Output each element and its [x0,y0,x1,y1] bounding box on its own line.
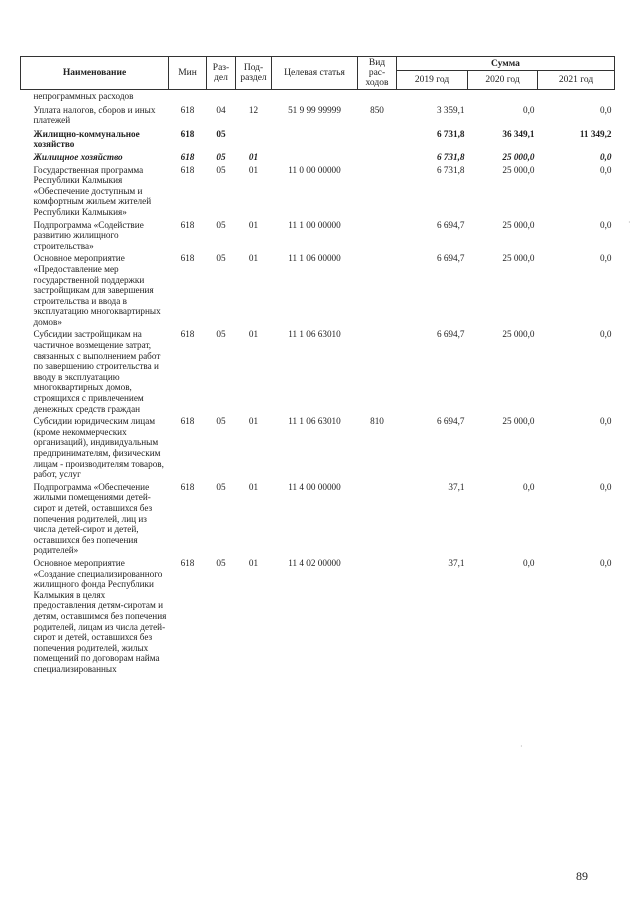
cell-razdel: 05 [216,219,226,230]
cell-name: Государственная программа Республики Калмыкия «Обеспечение доступным и комфортным жильем жителей Республики Калмыкия» [33,164,152,217]
cell-2019: 6 731,8 [436,164,465,175]
cell-target: 11 1 00 00000 [288,219,341,230]
header-2021: 2021 год [538,71,615,90]
cell-2019: 37,1 [448,557,465,568]
table-header [21,57,615,90]
cell-name: Подпрограмма «Обеспечение жилыми помещениями детей-сирот и детей, оставшихся без попечения родителей, лиц из числа детей-сирот и детей, оставшихся без попечения родителей» [33,481,153,556]
cell-vid: 810 [370,416,384,427]
cell-name: Подпрограмма «Содействие развитию жилищного строительства» [33,219,144,251]
cell-target: 11 4 02 00000 [288,557,341,568]
cell-2019: 6 694,7 [436,253,465,264]
cell-2019: 6 731,8 [436,128,465,139]
cell-2021 [538,90,615,102]
header-podrazdel: Под-раздел [236,57,272,90]
cell-2021: 0,0 [600,329,612,340]
table-row [21,150,615,163]
cell-min: 618 [180,164,195,175]
table-body [21,90,615,675]
cell-2021: 0,0 [600,481,612,492]
cell-vid [358,327,397,414]
cell-target: 51 9 99 99999 [288,104,341,115]
cell-vid: 850 [370,104,384,115]
table-row [21,102,615,126]
table-row [21,327,615,414]
cell-razdel: 05 [216,164,226,175]
cell-vid [358,480,397,556]
table-row [21,480,615,556]
cell-2020: 25 000,0 [502,416,535,427]
cell-min: 618 [180,481,195,492]
header-min: Мин [169,57,207,90]
table-row [21,90,615,102]
cell-name: Жилищное хозяйство [33,151,123,162]
cell-vid [358,163,397,218]
header-target: Целевая статья [272,57,358,90]
cell-name: Основное мероприятие «Предоставление мер государственной поддержки застройщикам для завершения строительства и ввода в эксплуатацию многоквартирных домов» [33,253,161,327]
cell-2021: 0,0 [600,253,612,264]
cell-podrazdel: 01 [248,416,259,427]
cell-vid [358,218,397,252]
cell-min: 618 [180,219,195,230]
table-row [21,163,615,218]
cell-2019: 6 694,7 [436,329,465,340]
header-2020: 2020 год [468,71,538,90]
cell-podrazdel: 01 [248,557,259,568]
cell-razdel: 05 [216,151,226,162]
cell-podrazdel: 01 [248,164,259,175]
cell-razdel: 05 [216,481,226,492]
cell-razdel: 05 [216,416,226,427]
cell-min [169,90,207,102]
cell-name: Жилищно-коммунальное хозяйство [33,128,140,150]
cell-razdel: 05 [216,128,226,139]
header-vid: Вид рас-ходов [358,57,397,90]
cell-target: 11 0 00 00000 [288,164,341,175]
cell-2019: 6 694,7 [436,416,465,427]
cell-podrazdel: 01 [248,219,259,230]
header-2019: 2019 год [397,71,468,90]
cell-vid [358,556,397,675]
header-name: Наименование [21,57,169,90]
cell-target: 11 1 06 63010 [288,329,341,340]
cell-2021: 0,0 [600,104,612,115]
cell-razdel: 04 [216,104,226,115]
cell-name: Субсидии застройщикам на частичное возмещение затрат, связанных с выполнением работ по завершению строительства и вводу в эксплуатацию многоквартирных домов, строящихся с привлечением денежных средств граждан [33,329,161,414]
cell-podrazdel: 01 [248,481,259,492]
cell-min: 618 [180,416,195,427]
cell-2021: 0,0 [600,164,612,175]
cell-podrazdel: 01 [248,253,259,264]
cell-2020: 25 000,0 [502,151,535,162]
table-row [21,126,615,150]
cell-min: 618 [180,253,195,264]
cell-2021: 11 349,2 [579,128,612,139]
cell-vid [358,251,397,327]
cell-name: Уплата налогов, сборов и иных платежей [33,104,156,126]
cell-vid [358,126,397,150]
cell-podrazdel: 01 [248,329,259,340]
cell-razdel [207,90,236,102]
cell-podrazdel: 12 [248,104,259,115]
header-razdel: Раз-дел [207,57,236,90]
cell-target: 11 1 06 63010 [288,416,341,427]
cell-min: 618 [180,151,195,162]
scan-mark: · [628,218,631,227]
cell-2020 [468,90,538,102]
cell-2019: 37,1 [448,481,465,492]
cell-vid [358,90,397,102]
cell-2019 [397,90,468,102]
cell-min: 618 [180,128,195,139]
cell-2020: 36 349,1 [502,128,535,139]
cell-2021: 0,0 [600,151,612,162]
cell-2021: 0,0 [600,416,612,427]
cell-min: 618 [180,329,195,340]
table-row [21,218,615,252]
cell-name: Субсидии юридическим лицам (кроме некоммерческих организаций), индивидуальным предпринимателям, физическим лицам - производителям товаров, работ, услуг [33,416,164,480]
cell-name: непрограммных расходов [33,91,134,101]
page-number: 89 [576,869,588,883]
budget-table [20,56,615,674]
cell-podrazdel: 01 [248,151,259,162]
header-sum: Сумма [397,57,615,71]
cell-2020: 0,0 [523,557,535,568]
cell-target: 11 1 06 00000 [288,253,341,264]
cell-razdel: 05 [216,557,226,568]
cell-2021: 0,0 [600,219,612,230]
cell-name: Основное мероприятие «Создание специализированного жилищного фонда Республики Калмыкия в целях предоставления детям-сиротам и детям, оставшимся без попечения родителей, лицам из числа детей-сирот и детей, оставшихся без попечения родителей, жилых помещений по договорам найма специализированных [33,557,167,674]
cell-2020: 25 000,0 [502,219,535,230]
cell-target: 11 4 00 00000 [288,481,341,492]
cell-vid [358,150,397,163]
cell-2021: 0,0 [600,557,612,568]
cell-2019: 3 359,1 [436,104,465,115]
cell-target [272,150,358,163]
cell-min: 618 [180,557,195,568]
cell-podrazdel [236,126,272,150]
cell-razdel: 05 [216,253,226,264]
cell-min: 618 [180,104,195,115]
table-row [21,414,615,480]
cell-target [272,126,358,150]
cell-2020: 25 000,0 [502,164,535,175]
cell-podrazdel [236,90,272,102]
cell-2020: 0,0 [523,481,535,492]
cell-2019: 6 731,8 [436,151,465,162]
cell-target [272,90,358,102]
cell-2020: 25 000,0 [502,329,535,340]
scan-mark: · [520,742,523,751]
table-row [21,251,615,327]
cell-2020: 0,0 [523,104,535,115]
cell-razdel: 05 [216,329,226,340]
table-row [21,556,615,675]
cell-2019: 6 694,7 [436,219,465,230]
cell-2020: 25 000,0 [502,253,535,264]
